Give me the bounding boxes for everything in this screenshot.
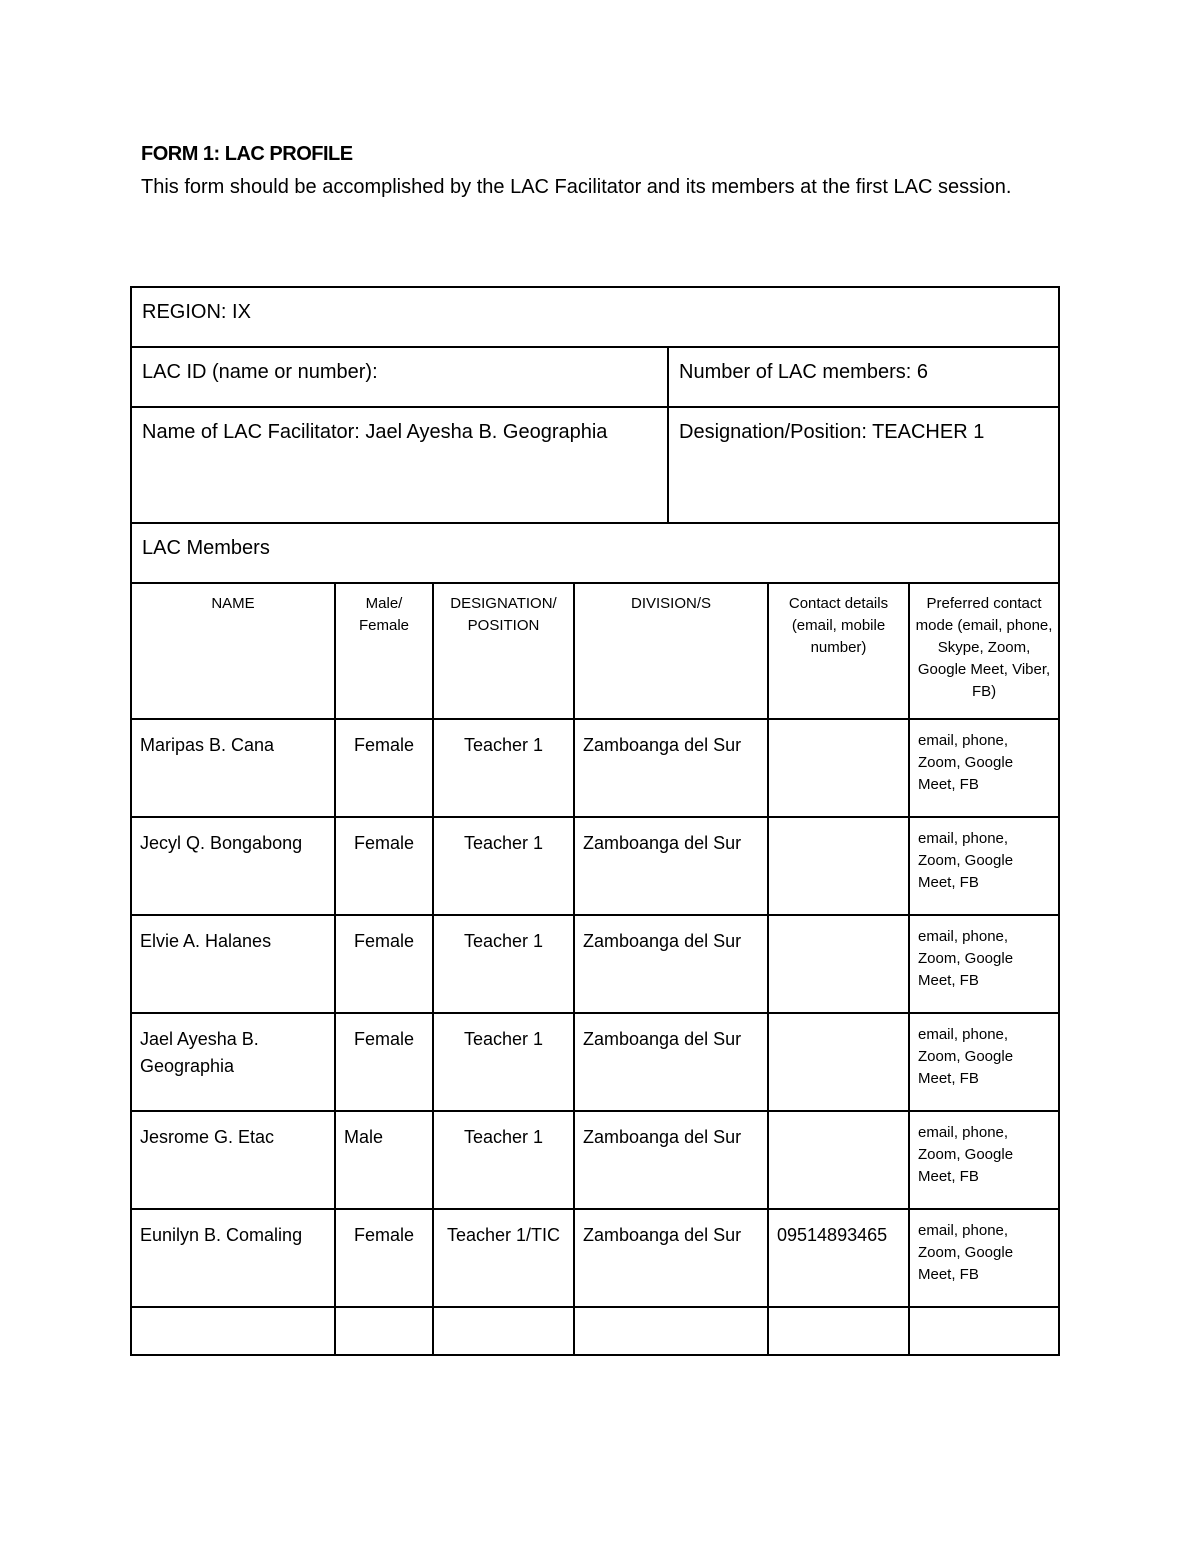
member-sex: Female (335, 1209, 433, 1307)
member-division: Zamboanga del Sur (574, 1013, 768, 1111)
member-division: Zamboanga del Sur (574, 817, 768, 915)
member-sex: Male (335, 1111, 433, 1209)
member-designation: Teacher 1/TIC (433, 1209, 574, 1307)
facilitator-label: Name of LAC Facilitator: Jael Ayesha B. Geographia (142, 421, 608, 443)
col-header-preferred: Preferred contact mode (email, phone, Skype, Zoom, Google Meet, Viber, FB) (909, 583, 1059, 719)
form-intro: This form should be accomplished by the LAC Facilitator and its members at the first LAC session. (141, 176, 1012, 198)
member-sex: Female (335, 817, 433, 915)
member-preferred: email, phone, Zoom, Google Meet, FB (909, 817, 1059, 915)
region-cell (131, 287, 1059, 347)
empty-cell (131, 1307, 335, 1355)
col-header-designation: DESIGNATION/ POSITION (433, 583, 574, 719)
empty-cell (574, 1307, 768, 1355)
member-name: Eunilyn B. Comaling (131, 1209, 335, 1307)
member-sex: Female (335, 915, 433, 1013)
member-division: Zamboanga del Sur (574, 1111, 768, 1209)
col-header-sex: Male/ Female (335, 583, 433, 719)
member-preferred: email, phone, Zoom, Google Meet, FB (909, 1111, 1059, 1209)
table-row (131, 817, 1059, 915)
table-row (131, 1209, 1059, 1307)
region-label: REGION: IX (142, 301, 251, 323)
member-sex: Female (335, 719, 433, 817)
member-designation: Teacher 1 (433, 817, 574, 915)
member-contact (768, 719, 909, 817)
member-name: Jecyl Q. Bongabong (131, 817, 335, 915)
member-preferred: email, phone, Zoom, Google Meet, FB (909, 915, 1059, 1013)
member-preferred: email, phone, Zoom, Google Meet, FB (909, 1013, 1059, 1111)
member-name: Maripas B. Cana (131, 719, 335, 817)
member-designation: Teacher 1 (433, 1013, 574, 1111)
member-name: Jael Ayesha B. Geographia (131, 1013, 335, 1111)
empty-cell (909, 1307, 1059, 1355)
member-preferred: email, phone, Zoom, Google Meet, FB (909, 1209, 1059, 1307)
member-contact (768, 1111, 909, 1209)
member-designation: Teacher 1 (433, 719, 574, 817)
table-row (131, 915, 1059, 1013)
empty-table-row (131, 1307, 1059, 1355)
member-sex: Female (335, 1013, 433, 1111)
member-division: Zamboanga del Sur (574, 1209, 768, 1307)
table-row (131, 1013, 1059, 1111)
member-designation: Teacher 1 (433, 915, 574, 1013)
member-contact (768, 1013, 909, 1111)
col-header-division: DIVISION/S (574, 583, 768, 719)
members-heading: LAC Members (142, 537, 270, 559)
designation-cell (668, 407, 1059, 523)
member-designation: Teacher 1 (433, 1111, 574, 1209)
member-name: Elvie A. Halanes (131, 915, 335, 1013)
lac-profile-table (130, 286, 1060, 1356)
member-name: Jesrome G. Etac (131, 1111, 335, 1209)
member-contact: 09514893465 (768, 1209, 909, 1307)
empty-cell (433, 1307, 574, 1355)
column-header-row (131, 583, 1059, 719)
col-header-name: NAME (131, 583, 335, 719)
empty-cell (768, 1307, 909, 1355)
empty-cell (335, 1307, 433, 1355)
member-division: Zamboanga del Sur (574, 719, 768, 817)
lac-id-cell (131, 347, 668, 407)
table-row (131, 1111, 1059, 1209)
facilitator-cell (131, 407, 668, 523)
members-heading-cell (131, 523, 1059, 583)
designation-label: Designation/Position: TEACHER 1 (679, 421, 985, 443)
num-members-cell (668, 347, 1059, 407)
num-members-label: Number of LAC members: 6 (679, 361, 928, 383)
member-contact (768, 817, 909, 915)
col-header-contact: Contact details (email, mobile number) (768, 583, 909, 719)
form-title: FORM 1: LAC PROFILE (141, 143, 353, 165)
member-division: Zamboanga del Sur (574, 915, 768, 1013)
member-contact (768, 915, 909, 1013)
member-preferred: email, phone, Zoom, Google Meet, FB (909, 719, 1059, 817)
table-row (131, 719, 1059, 817)
lac-id-label: LAC ID (name or number): (142, 361, 378, 383)
